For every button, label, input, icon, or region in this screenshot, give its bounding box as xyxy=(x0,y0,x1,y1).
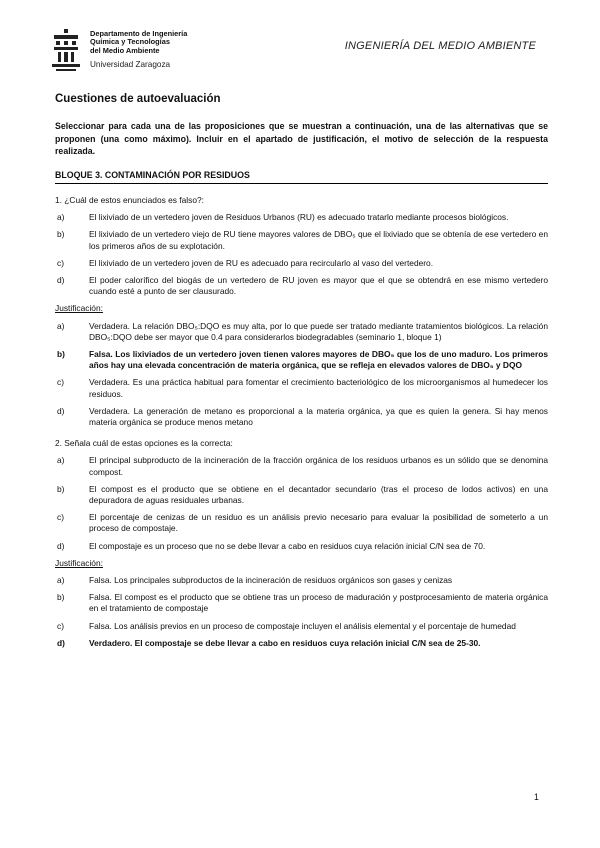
justification-item xyxy=(55,592,548,614)
justification-item xyxy=(55,638,548,649)
justification-text: Verdadero. El compostaje se debe llevar a cabo en residuos cuya relación inicial C/N sea de 25-30. xyxy=(89,637,481,648)
question-option xyxy=(55,275,548,297)
question-option xyxy=(55,512,548,534)
option-label: a) xyxy=(57,575,65,586)
justification-text: Falsa. Los análisis previos en un proceso de compostaje incluyen el análisis elemental y el porcentaje de humedad xyxy=(89,620,516,631)
option-text: El lixiviado de un vertedero joven de RU es adecuado para recircularlo al vaso del vertedero. xyxy=(89,257,434,268)
option-label: a) xyxy=(57,320,65,331)
option-label: b) xyxy=(57,592,65,603)
option-text: El lixiviado de un vertedero viejo de RU tiene mayores valores de DBO₅ que el lixiviado que se obtenía de ese vertedero en los primeros años de su explotación. xyxy=(89,229,548,251)
justification-text: Verdadera. La generación de metano es proporcional a la materia orgánica, ya que es quien la genera. Si hay menos materia orgánica se produce menos metano xyxy=(89,405,548,428)
justification-text: Verdadera. Es una práctica habitual para fomentar el crecimiento bacteriológico de los microorganismos al humedecer los residuos. xyxy=(89,377,548,399)
justification-text: Falsa. El compost es el producto que se obtiene tras un proceso de maduración y postprocesamiento de materia orgánica en el tratamiento de compostaje xyxy=(89,592,548,614)
question-text: 1. ¿Cuál de estos enunciados es falso?: xyxy=(55,195,204,205)
question-option xyxy=(55,455,548,477)
justification-item xyxy=(55,377,548,399)
question-option xyxy=(55,541,548,552)
option-label: d) xyxy=(57,540,65,551)
page-header xyxy=(50,26,550,76)
justification-item xyxy=(55,575,548,586)
option-label: c) xyxy=(57,257,64,268)
option-text: El porcentaje de cenizas de un residuo es un análisis previo necesario para evaluar la posibilidad de someterlo a un proceso de compostaje. xyxy=(89,512,548,534)
option-label: a) xyxy=(57,455,65,466)
instructions: Seleccionar para cada una de las proposiciones que se muestran a continuación, una de las alternativas que se proponen (una como máximo). Incluir en el apartado de justificación, el motivo de selección de la respuesta realizada. xyxy=(55,121,548,156)
department-line: Química y Tecnologías xyxy=(90,37,170,47)
option-text: El compost es el producto que se obtiene en el decantador secundario (tras el proceso de lodos activos) en una depuradora de aguas residuales urbanas. xyxy=(89,483,548,506)
option-label: d) xyxy=(57,405,65,416)
option-label: d) xyxy=(57,637,65,648)
page-title: Cuestiones de autoevaluación xyxy=(55,93,221,105)
option-text: El compostaje es un proceso que no se debe llevar a cabo en residuos cuya relación inicial C/N sea de 70. xyxy=(89,540,486,551)
document-title: INGENIERÍA DEL MEDIO AMBIENTE xyxy=(344,40,536,52)
option-text: El lixiviado de un vertedero joven de Residuos Urbanos (RU) es adecuado tratarlo mediante procesos biológicos. xyxy=(89,212,509,223)
justification-item xyxy=(55,321,548,343)
justification-heading: Justificación: xyxy=(55,557,103,568)
justification-heading: Justificación: xyxy=(55,303,103,314)
option-label: d) xyxy=(57,275,65,286)
justification-text: Falsa. Los lixiviados de un vertedero joven tienen valores mayores de DBO₅ que los de uno maduro. Los primeros años hay una elevada concentración de materia orgánica, que se refleja en elevados valores de DBO₅ y DQO xyxy=(89,349,548,371)
option-label: c) xyxy=(57,620,64,631)
university-crest-icon xyxy=(50,28,82,72)
option-label: b) xyxy=(57,349,65,360)
department-line: Departamento de Ingeniería xyxy=(90,29,188,38)
university-name: Universidad Zaragoza xyxy=(90,60,171,69)
justification-text: Falsa. Los principales subproductos de la incineración de residuos orgánicos son gases y cenizas xyxy=(89,575,453,586)
option-label: c) xyxy=(57,377,64,388)
question-option xyxy=(55,484,548,506)
questions-section xyxy=(55,195,548,655)
block-title: BLOQUE 3. CONTAMINACIÓN POR RESIDUOS xyxy=(55,170,548,184)
department-name xyxy=(90,30,187,55)
question-option xyxy=(55,212,548,223)
justification-item xyxy=(55,349,548,371)
justification-text: Verdadera. La relación DBO₅:DQO es muy alta, por lo que puede ser tratado mediante tratamientos biológicos. La relación DBO₅:DQO debe ser mayor que 0.4 para considerarlos biodegradables (seminario 1, bloque 1) xyxy=(89,320,548,342)
justification-item xyxy=(55,621,548,632)
question-text: 2. Señala cuál de estas opciones es la correcta: xyxy=(55,438,233,449)
page-number: 1 xyxy=(534,792,539,802)
question-option xyxy=(55,258,548,269)
department-line: del Medio Ambiente xyxy=(90,45,160,55)
option-text: El poder calorífico del biogás de un vertedero de RU joven es mayor que el que se obtendrá en ese mismo vertedero cuando esté a punto de ser clausurado. xyxy=(89,275,548,297)
justification-item xyxy=(55,406,548,428)
option-label: b) xyxy=(57,229,65,240)
option-text: El principal subproducto de la incineración de la fracción orgánica de los residuos urbanos es un sólido que se denomina compost. xyxy=(89,455,548,477)
option-label: c) xyxy=(57,512,64,523)
option-label: b) xyxy=(57,483,65,494)
option-label: a) xyxy=(57,212,65,223)
question-option xyxy=(55,229,548,251)
